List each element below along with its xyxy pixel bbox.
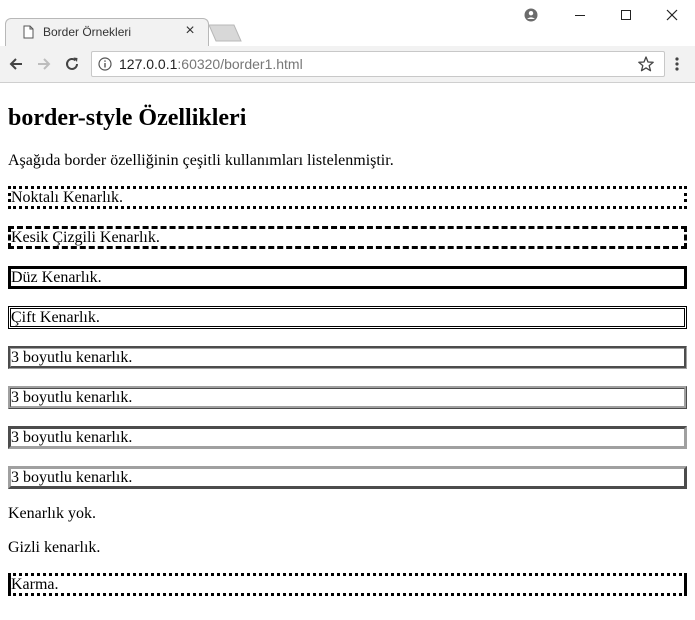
tab-border-ornekleri[interactable] xyxy=(5,18,209,46)
maximize-icon xyxy=(620,9,632,21)
info-icon[interactable] xyxy=(98,57,112,71)
reload-button[interactable] xyxy=(61,53,83,75)
double-border-box: Çift Kenarlık. xyxy=(8,306,687,329)
solid-border-box: Düz Kenarlık. xyxy=(8,266,687,289)
back-arrow-icon xyxy=(8,56,24,72)
forward-button[interactable] xyxy=(33,53,55,75)
profile-icon xyxy=(524,8,538,22)
close-window-button[interactable] xyxy=(650,0,694,30)
mixed-border-box: Karma. xyxy=(8,573,687,596)
url-path: :60320/border1.html xyxy=(177,56,303,72)
intro-paragraph: Aşağıda border özelliğinin çeşitli kullanımları listelenmiştir. xyxy=(8,152,394,169)
tab-strip xyxy=(0,0,695,46)
outset-border-box: 3 boyutlu kenarlık. xyxy=(8,466,687,489)
url-host: 127.0.0.1 xyxy=(119,56,178,72)
tab-title: Border Örnekleri xyxy=(43,25,132,39)
hidden-border-text: Gizli kenarlık. xyxy=(8,539,101,556)
address-bar[interactable] xyxy=(91,51,665,77)
kebab-menu-icon xyxy=(675,56,679,72)
page-content xyxy=(0,83,695,620)
inset-border-box: 3 boyutlu kenarlık. xyxy=(8,426,687,449)
maximize-button[interactable] xyxy=(604,0,648,30)
new-tab-button[interactable] xyxy=(208,24,242,42)
profile-button[interactable] xyxy=(509,0,553,30)
close-icon xyxy=(666,9,678,21)
page-icon xyxy=(23,25,34,39)
dashed-border-box: Kesik Çizgili Kenarlık. xyxy=(8,226,687,249)
groove-border-box: 3 boyutlu kenarlık. xyxy=(8,346,687,369)
no-border-text: Kenarlık yok. xyxy=(8,505,96,522)
menu-button[interactable] xyxy=(666,53,688,75)
back-button[interactable] xyxy=(5,53,27,75)
close-tab-icon[interactable]: × xyxy=(185,22,195,39)
minimize-button[interactable] xyxy=(558,0,602,30)
forward-arrow-icon xyxy=(36,56,52,72)
url-text[interactable] xyxy=(119,56,303,72)
dotted-border-box: Noktalı Kenarlık. xyxy=(8,186,687,209)
ridge-border-box: 3 boyutlu kenarlık. xyxy=(8,386,687,409)
page-title: border-style Özellikleri xyxy=(8,105,247,131)
minimize-icon xyxy=(574,9,586,21)
bookmark-star-icon[interactable] xyxy=(637,55,655,73)
reload-icon xyxy=(64,56,80,72)
browser-chrome xyxy=(0,0,695,83)
